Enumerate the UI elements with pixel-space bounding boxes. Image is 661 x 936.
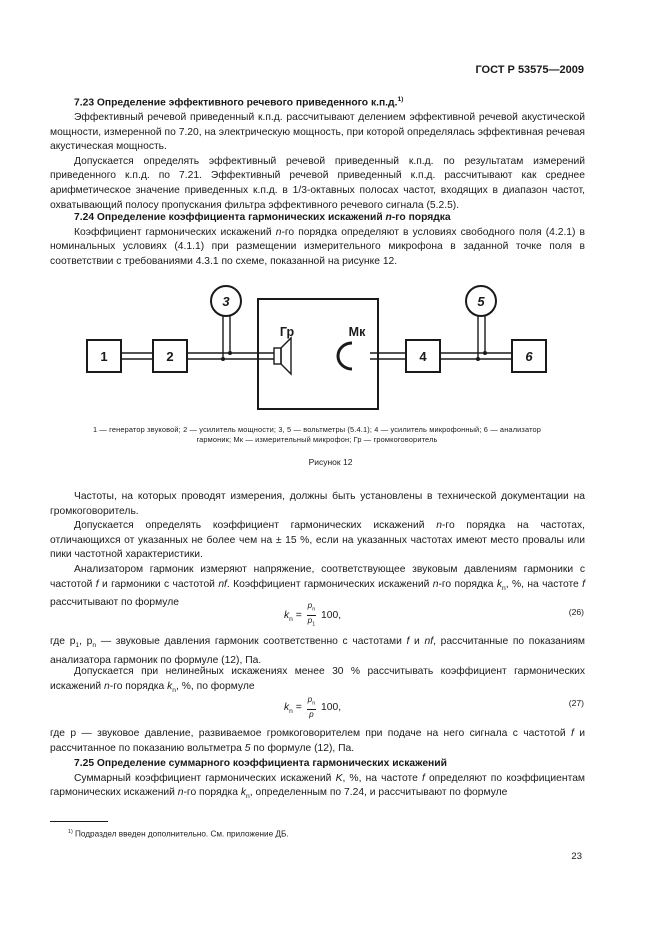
section-7-23-heading: 7.23 Определение эффективного речевого приведенного к.п.д.$^{1)}$ [74,96,404,109]
section-7-24-continued [50,490,585,611]
section-7-23-paragraph-2: Допускается определять эффективный речевой приведенный к.п.д. по результатам измерений приведенного к.п.д. по 7.21. Эффективный речевой приведенный к.п.д. рассчитывают как среднее арифметическое значение приведенных к.п.д. в 1/3-октавных полосах частот, входящих в диапазон частот, охватывающий полосу пропускания фильтра эффективного речевого сигнала (5.2.5). [50,155,585,211]
block-6-label: 6 [525,349,533,364]
figure-12-caption: 1 — генератор звуковой; 2 — усилитель мощности; 3, 5 — вольтметры (5.4.1); 4 — усилитель микрофонный; 6 — анализатор гармоник; Мк — измерительный микрофон; Гр — громкоговоритель [92,425,542,444]
formula-26: $k_n$ = $\frac{p_n}{p_1}$ 100, [284,601,342,628]
microphone-symbol [338,343,352,369]
paragraph-tolerance: Допускается определять коэффициент гармонических искажений n-го порядка на частотах, отличающихся от указанных не более чем на ± 15 %, если на указанных частотах имеют место провалы или пики частотной характеристики. [50,520,585,561]
loudspeaker-label: Гр [279,325,295,339]
block-4-label: 4 [419,349,427,364]
block-2-label: 2 [166,349,174,364]
formula-27: $k_n$ = $\frac{p_n}{p}$ 100, [284,695,342,719]
formula-27-definitions: где p — звуковое давление, развиваемое громкоговорителем при подаче на него сигнала с частотой f и рассчитанное по показанию вольтметра 5 по формуле (12), Па. [50,728,585,754]
section-7-23-paragraph-1: Эффективный речевой приведенный к.п.д. рассчитывают делением эффективной речевой акустической мощности, измеренной по 7.20, на электрическую мощность, при которой определялась эффективная речевая акустическая мощность. [50,112,585,153]
paragraph-nonlinear: Допускается при нелинейных искажениях менее 30 % рассчитывать коэффициент гармонических искажений n-го порядка $k_n$, %, по формуле [50,666,585,694]
loudspeaker-symbol [274,348,281,364]
voltmeter-5-label: 5 [477,294,485,309]
footnote-ref: 1) [397,96,404,103]
section-7-24-heading: 7.24 Определение коэффициента гармонических искажений n-го порядка [74,212,451,223]
equation-number-26: (26) [568,607,584,617]
footnote: $^{1)}$ Подраздел введен дополнительно. См. приложение ДБ. [68,829,289,839]
page-number: 23 [571,851,582,862]
measurement-enclosure [258,299,378,409]
figure-12-diagram [0,0,661,420]
section-7-25-paragraph: Суммарный коэффициент гармонических искажений K, %, на частоте f определяют по коэффициентам гармонических искажений n-го порядка $k_n$, определенным по 7.24, и рассчитывают по формуле [50,772,585,801]
paragraph-frequencies: Частоты, на которых проводят измерения, должны быть установлены в технической документации на громкоговоритель. [50,491,585,517]
figure-12-label: Рисунок 12 [308,457,353,467]
formula-26-definitions: где $p_1$, $p_n$ — звуковые давления гармоник соответственно с частотами f и nf, рассчитанные по показаниям анализатора гармоник по формуле (12), Па. [50,636,585,666]
equation-number-27: (27) [568,698,584,708]
footnote-separator [50,821,108,822]
block-1-label: 1 [100,349,108,364]
standard-header: ГОСТ Р 53575—2009 [475,64,584,76]
section-7-24-paragraph-1: Коэффициент гармонических искажений n-го порядка определяют в условиях свободного поля (4.2.1) в номинальных условиях (4.1.1) при размещении измерительного микрофона в заданной точке поля в соответствии с требованиями 4.3.1 по схеме, показанной на рисунке 12. [50,226,585,267]
microphone-label: Мк [348,325,366,339]
section-7-25 [50,757,585,805]
paragraph-analyzer: Анализатором гармоник измеряют напряжение, соответствующее звуковым давлениям гармоники с частотой f и гармоники с частотой nf. Коэффициент гармонических искажений n-го порядка $k_n$, %, на частоте f рассчитывают по формуле [50,563,586,609]
section-7-25-heading: 7.25 Определение суммарного коэффициента гармонических искажений [74,758,447,769]
voltmeter-3-label: 3 [222,294,230,309]
